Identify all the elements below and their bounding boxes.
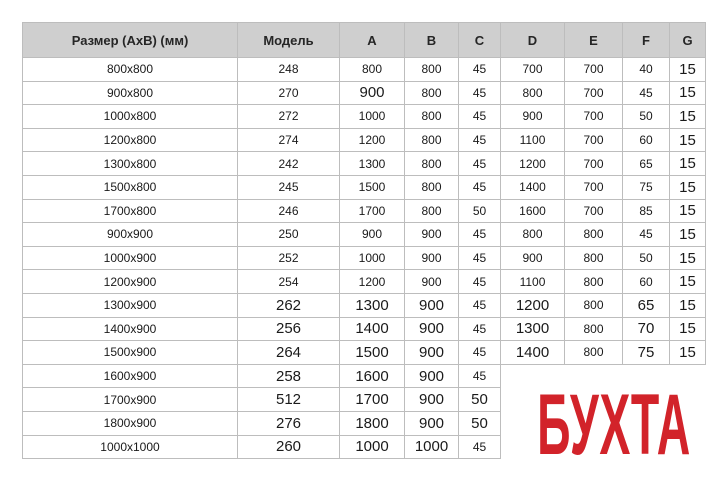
table-row <box>23 152 706 176</box>
cell-f: 50 <box>623 105 670 129</box>
cell-d: 900 <box>501 105 565 129</box>
cell-g: 15 <box>670 223 706 247</box>
cell-model: 258 <box>238 364 340 388</box>
cell-a: 900 <box>340 81 405 105</box>
cell-size: 1200x900 <box>23 270 238 294</box>
cell-size: 1700x900 <box>23 388 238 412</box>
cell-c: 45 <box>459 58 501 82</box>
cell-c: 45 <box>459 128 501 152</box>
cell-size: 1500x900 <box>23 341 238 365</box>
cell-model: 276 <box>238 411 340 435</box>
cell-g: 15 <box>670 341 706 365</box>
cell-model: 248 <box>238 58 340 82</box>
cell-model: 264 <box>238 341 340 365</box>
cell-model: 252 <box>238 246 340 270</box>
cell-model: 270 <box>238 81 340 105</box>
cell-d: 1300 <box>501 317 565 341</box>
cell-g: 15 <box>670 81 706 105</box>
cell-c: 50 <box>459 388 501 412</box>
table-header-row <box>23 23 706 58</box>
cell-d: 900 <box>501 246 565 270</box>
cell-d: 1100 <box>501 270 565 294</box>
cell-c: 45 <box>459 152 501 176</box>
cell-c: 45 <box>459 175 501 199</box>
cell-b: 900 <box>405 388 459 412</box>
cell-d: 800 <box>501 81 565 105</box>
cell-model: 254 <box>238 270 340 294</box>
cell-e: 800 <box>565 341 623 365</box>
cell-a: 1000 <box>340 246 405 270</box>
cell-size: 1000x900 <box>23 246 238 270</box>
cell-f: 45 <box>623 223 670 247</box>
cell-size: 900x900 <box>23 223 238 247</box>
table-row <box>23 223 706 247</box>
cell-model: 272 <box>238 105 340 129</box>
cell-a: 1200 <box>340 128 405 152</box>
cell-g: 15 <box>670 152 706 176</box>
cell-b: 900 <box>405 223 459 247</box>
cell-c: 45 <box>459 81 501 105</box>
cell-b: 900 <box>405 411 459 435</box>
table-row <box>23 317 706 341</box>
cell-a: 1700 <box>340 199 405 223</box>
cell-b: 1000 <box>405 435 459 459</box>
cell-c: 50 <box>459 411 501 435</box>
cell-f: 65 <box>623 293 670 317</box>
table-row <box>23 58 706 82</box>
column-header-a: A <box>340 23 405 58</box>
cell-c: 45 <box>459 293 501 317</box>
cell-e: 700 <box>565 81 623 105</box>
cell-f: 50 <box>623 246 670 270</box>
cell-f: 85 <box>623 199 670 223</box>
cell-f: 70 <box>623 317 670 341</box>
cell-size: 1800x900 <box>23 411 238 435</box>
cell-b: 900 <box>405 317 459 341</box>
cell-a: 1000 <box>340 435 405 459</box>
cell-d: 700 <box>501 58 565 82</box>
cell-e: 800 <box>565 223 623 247</box>
cell-b: 800 <box>405 199 459 223</box>
cell-e: 700 <box>565 58 623 82</box>
cell-b: 800 <box>405 58 459 82</box>
cell-g: 15 <box>670 58 706 82</box>
cell-f: 60 <box>623 128 670 152</box>
cell-a: 1800 <box>340 411 405 435</box>
cell-f: 60 <box>623 270 670 294</box>
cell-model: 250 <box>238 223 340 247</box>
cell-size: 1200x800 <box>23 128 238 152</box>
cell-g: 15 <box>670 105 706 129</box>
cell-model: 260 <box>238 435 340 459</box>
cell-d: 800 <box>501 223 565 247</box>
cell-e: 700 <box>565 105 623 129</box>
cell-b: 800 <box>405 128 459 152</box>
column-header-b: B <box>405 23 459 58</box>
cell-a: 1200 <box>340 270 405 294</box>
cell-b: 900 <box>405 246 459 270</box>
table-row <box>23 341 706 365</box>
cell-e: 800 <box>565 270 623 294</box>
cell-c: 45 <box>459 435 501 459</box>
cell-a: 900 <box>340 223 405 247</box>
cell-a: 1500 <box>340 175 405 199</box>
cell-g: 15 <box>670 128 706 152</box>
cell-c: 45 <box>459 364 501 388</box>
cell-e: 800 <box>565 293 623 317</box>
cell-a: 800 <box>340 58 405 82</box>
cell-d: 1100 <box>501 128 565 152</box>
cell-b: 800 <box>405 105 459 129</box>
cell-c: 45 <box>459 246 501 270</box>
cell-model: 242 <box>238 152 340 176</box>
cell-model: 246 <box>238 199 340 223</box>
bukhta-logo <box>512 374 716 466</box>
cell-d: 1400 <box>501 341 565 365</box>
column-header-g: G <box>670 23 706 58</box>
cell-d: 1200 <box>501 152 565 176</box>
cell-d: 1200 <box>501 293 565 317</box>
logo-wordmark: БУХТА <box>537 375 691 466</box>
cell-a: 1300 <box>340 293 405 317</box>
cell-b: 900 <box>405 364 459 388</box>
table-row <box>23 246 706 270</box>
cell-g: 15 <box>670 246 706 270</box>
cell-size: 1400x900 <box>23 317 238 341</box>
cell-size: 1000x800 <box>23 105 238 129</box>
bukhta-logo-graphic <box>512 374 716 466</box>
cell-e: 700 <box>565 152 623 176</box>
column-header-d: D <box>501 23 565 58</box>
cell-b: 800 <box>405 81 459 105</box>
cell-b: 900 <box>405 341 459 365</box>
cell-e: 800 <box>565 317 623 341</box>
cell-g: 15 <box>670 175 706 199</box>
column-header-f: F <box>623 23 670 58</box>
table-row <box>23 199 706 223</box>
cell-b: 900 <box>405 270 459 294</box>
cell-model: 245 <box>238 175 340 199</box>
cell-size: 1300x800 <box>23 152 238 176</box>
cell-c: 45 <box>459 223 501 247</box>
cell-c: 45 <box>459 105 501 129</box>
cell-size: 1500x800 <box>23 175 238 199</box>
cell-e: 700 <box>565 199 623 223</box>
cell-a: 1500 <box>340 341 405 365</box>
cell-f: 65 <box>623 152 670 176</box>
cell-g: 15 <box>670 317 706 341</box>
cell-d: 1600 <box>501 199 565 223</box>
table-row <box>23 128 706 152</box>
cell-f: 45 <box>623 81 670 105</box>
cell-e: 800 <box>565 246 623 270</box>
table-row <box>23 293 706 317</box>
cell-g: 15 <box>670 199 706 223</box>
cell-size: 800x800 <box>23 58 238 82</box>
cell-f: 40 <box>623 58 670 82</box>
cell-c: 45 <box>459 270 501 294</box>
cell-size: 1600x900 <box>23 364 238 388</box>
cell-c: 45 <box>459 341 501 365</box>
cell-d: 1400 <box>501 175 565 199</box>
cell-e: 700 <box>565 175 623 199</box>
cell-size: 900x800 <box>23 81 238 105</box>
table-row <box>23 105 706 129</box>
cell-model: 274 <box>238 128 340 152</box>
cell-a: 1300 <box>340 152 405 176</box>
cell-b: 800 <box>405 175 459 199</box>
cell-b: 900 <box>405 293 459 317</box>
cell-model: 512 <box>238 388 340 412</box>
column-header-e: E <box>565 23 623 58</box>
cell-a: 1000 <box>340 105 405 129</box>
cell-a: 1600 <box>340 364 405 388</box>
cell-f: 75 <box>623 175 670 199</box>
cell-b: 800 <box>405 152 459 176</box>
cell-model: 262 <box>238 293 340 317</box>
cell-f: 75 <box>623 341 670 365</box>
cell-c: 45 <box>459 317 501 341</box>
cell-g: 15 <box>670 293 706 317</box>
cell-a: 1400 <box>340 317 405 341</box>
cell-e: 700 <box>565 128 623 152</box>
cell-model: 256 <box>238 317 340 341</box>
table-row <box>23 175 706 199</box>
cell-g: 15 <box>670 270 706 294</box>
cell-size: 1000x1000 <box>23 435 238 459</box>
cell-size: 1300x900 <box>23 293 238 317</box>
column-header-size: Размер (AxB) (мм) <box>23 23 238 58</box>
cell-a: 1700 <box>340 388 405 412</box>
table-row <box>23 81 706 105</box>
table-row <box>23 270 706 294</box>
column-header-model: Модель <box>238 23 340 58</box>
column-header-c: C <box>459 23 501 58</box>
cell-c: 50 <box>459 199 501 223</box>
cell-size: 1700x800 <box>23 199 238 223</box>
